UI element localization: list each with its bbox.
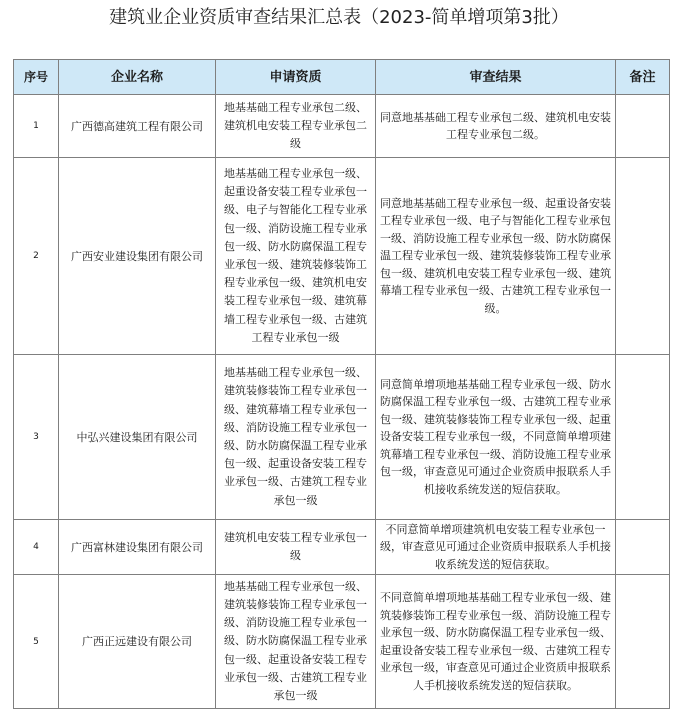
- table-row: [14, 95, 670, 158]
- note-cell: [616, 520, 670, 575]
- table-header-row: [14, 60, 670, 95]
- header-note: 备注: [616, 60, 670, 95]
- review-result: 同意地基基础工程专业承包一级、起重设备安装工程专业承包一级、电子与智能化工程专业承包一级、消防设施工程专业承包一级、防水防腐保温工程专业承包一级、建筑装修装饰工程专业承包一级、建筑机电安装工程专业承包一级、建筑幕墙工程专业承包一级、古建筑工程专业承包一级。: [376, 158, 616, 355]
- review-result: 不同意简单增项建筑机电安装工程专业承包一级，审查意见可通过企业资质申报联系人手机接收系统发送的短信获取。: [376, 520, 616, 575]
- table-row: [14, 158, 670, 355]
- header-index: 序号: [14, 60, 59, 95]
- applied-qualification: 建筑机电安装工程专业承包一级: [216, 520, 376, 575]
- table-row: [14, 355, 670, 520]
- review-result: 同意简单增项地基基础工程专业承包一级、防水防腐保温工程专业承包一级、古建筑工程专业承包一级、建筑装修装饰工程专业承包一级、起重设备安装工程专业承包一级，不同意简单增项建筑幕墙工程专业承包一级、消防设施工程专业承包一级，审查意见可通过企业资质申报联系人手机接收系统发送的短信获取。: [376, 355, 616, 520]
- results-table: [13, 59, 670, 709]
- table-row: [14, 575, 670, 709]
- row-index: 2: [14, 158, 59, 355]
- row-index: 3: [14, 355, 59, 520]
- applied-qualification: 地基基础工程专业承包一级、建筑装修装饰工程专业承包一级、建筑幕墙工程专业承包一级、消防设施工程专业承包一级、防水防腐保温工程专业承包一级、起重设备安装工程专业承包一级、古建筑工程专业承包一级: [216, 355, 376, 520]
- note-cell: [616, 95, 670, 158]
- applied-qualification: 地基基础工程专业承包一级、起重设备安装工程专业承包一级、电子与智能化工程专业承包一级、消防设施工程专业承包一级、防水防腐保温工程专业承包一级、建筑装修装饰工程专业承包一级、建筑机电安装工程专业承包一级、建筑幕墙工程专业承包一级、古建筑工程专业承包一级: [216, 158, 376, 355]
- company-name: 广西德高建筑工程有限公司: [59, 95, 216, 158]
- row-index: 1: [14, 95, 59, 158]
- page-title: 建筑业企业资质审查结果汇总表（2023-简单增项第3批）: [109, 7, 569, 28]
- note-cell: [616, 355, 670, 520]
- review-result: 同意地基基础工程专业承包二级、建筑机电安装工程专业承包二级。: [376, 95, 616, 158]
- header-result: 审查结果: [376, 60, 616, 95]
- header-applied: 申请资质: [216, 60, 376, 95]
- review-result: 不同意简单增项地基基础工程专业承包一级、建筑装修装饰工程专业承包一级、消防设施工程专业承包一级、防水防腐保温工程专业承包一级、起重设备安装工程专业承包一级、古建筑工程专业承包一级，审查意见可通过企业资质申报联系人手机接收系统发送的短信获取。: [376, 575, 616, 709]
- row-index: 5: [14, 575, 59, 709]
- note-cell: [616, 158, 670, 355]
- row-index: 4: [14, 520, 59, 575]
- company-name: 广西正远建设有限公司: [59, 575, 216, 709]
- table-row: [14, 520, 670, 575]
- company-name: 中弘兴建设集团有限公司: [59, 355, 216, 520]
- company-name: 广西安业建设集团有限公司: [59, 158, 216, 355]
- company-name: 广西富林建设集团有限公司: [59, 520, 216, 575]
- header-company: 企业名称: [59, 60, 216, 95]
- applied-qualification: 地基基础工程专业承包一级、建筑装修装饰工程专业承包一级、消防设施工程专业承包一级、防水防腐保温工程专业承包一级、起重设备安装工程专业承包一级、古建筑工程专业承包一级: [216, 575, 376, 709]
- applied-qualification: 地基基础工程专业承包二级、建筑机电安装工程专业承包二级: [216, 95, 376, 158]
- note-cell: [616, 575, 670, 709]
